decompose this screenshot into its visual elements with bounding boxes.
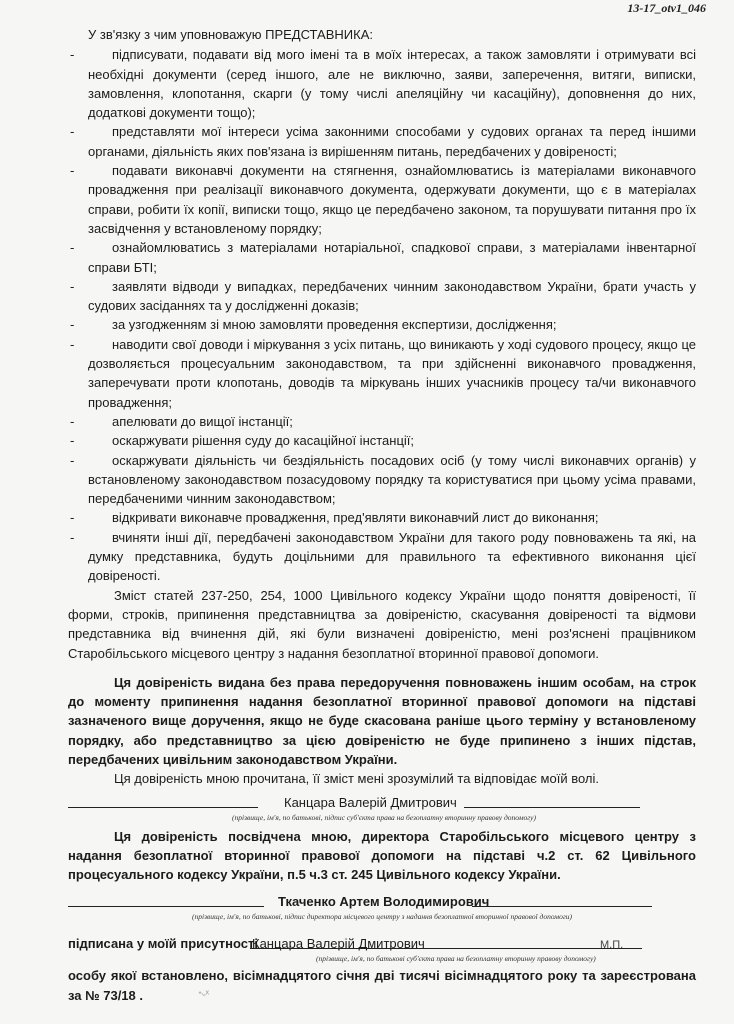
power-item: [68, 412, 696, 431]
power-text: відкривати виконавче провадження, пред'являти виконавчий лист до виконання;: [112, 510, 599, 526]
power-text: підписувати, подавати від мого імені та в моїх інтересах, а також замовляти і отримувати всі необхідні документи (серед іншого, але не виключно, заяви, заперечення, витяги, виписки, замовлення, клопотання, скарги (у тому числі апеляційну чи касаційну), доповнення до них, додаткові документи тощо);: [88, 47, 696, 121]
power-item: [68, 451, 696, 509]
power-item: [68, 528, 696, 586]
witness-caption: (прізвище, ім'я, по батькові суб'єкта права на безоплатну вторинну правову допомогу): [316, 954, 596, 964]
power-text: ознайомлюватись з матеріалами нотаріальної, спадкової справи, з матеріалами інвентарної справи БТІ;: [88, 240, 696, 275]
power-item: [68, 161, 696, 238]
power-text: подавати виконавчі документи на стягнення, ознайомлюватись із матеріалами виконавчого провадження при реалізації виконавчого документа, одержувати документи, що є в матеріалах справи, робити їх копії, виписки тощо, якщо це передбачено законом, та порушувати питання про їх засвідчення у встановленому порядку;: [88, 163, 696, 236]
power-item: [68, 122, 696, 161]
list-dash: -: [70, 278, 75, 294]
power-item: [68, 315, 696, 334]
power-text: представляти мої інтереси усіма законними способами у судових органах та перед іншими органами, діяльність яких пов'язана із вирішенням питань, передбачених у довіреності;: [88, 124, 696, 159]
director-name: Ткаченко Артем Володимирович: [278, 894, 490, 910]
powers-list: [68, 45, 696, 585]
list-dash: -: [70, 413, 75, 429]
power-item: [68, 45, 696, 122]
list-dash: -: [70, 452, 75, 468]
paragraph-articles: Зміст статей 237-250, 254, 1000 Цивільного кодексу України щодо поняття довіреності, її форми, строків, припинення представництва за довіреністю, скасування довіреності та відмови представника від вчинення дій, які були визначені довіреністю, мені роз'яснені працівником Старобільського місцевого центру з надання безоплатної вторинної правової допомоги.: [68, 587, 696, 661]
list-dash: -: [70, 510, 75, 526]
power-text: за узгодженням зі мною замовляти проведення експертизи, дослідження;: [112, 317, 557, 333]
power-item: [68, 431, 696, 450]
list-dash: -: [70, 529, 75, 545]
power-item: [68, 238, 696, 277]
power-text: оскаржувати діяльність чи бездіяльність посадових осіб (у тому числі виконавчих органів) у встановленому законодавством позасудовому порядку та користуватися при цьому усіма правами, передбаченими чинним законодавством;: [88, 452, 696, 507]
signature-line-principal: [68, 793, 696, 813]
paragraph-certified: Ця довіреність посвідчена мною, директора Старобільського місцевого центру з надання безоплатної вторинної правової допомоги на підставі ч.2 ст. 62 Цивільного процесуального кодексу України, п.5 ч.3 ст. 245 Цивільного кодексу України.: [68, 828, 696, 883]
power-text: апелювати до вищої інстанції;: [112, 413, 293, 429]
list-dash: -: [70, 47, 75, 63]
document-reference: 13-17_otv1_046: [627, 1, 706, 15]
power-text: вчиняти інші дії, передбачені законодавством України для такого роду повноважень та які, на думку представника, будуть доцільними для правильного та ефективного виконання цієї довіреності.: [88, 529, 696, 584]
paragraph-read: Ця довіреність мною прочитана, її зміст мені зрозумілий та відповідає моїй волі.: [114, 771, 599, 787]
handwritten-mark: ᐩᐧ-ᕁ: [198, 990, 209, 1001]
list-dash: -: [70, 163, 75, 179]
list-dash: -: [70, 317, 75, 333]
paragraph-issued: Ця довіреність видана без права передоручення повноважень іншим особам, на строк до моменту припинення надання безоплатної вторинної правової допомоги на підставі зазначеного вище доручення, якщо не буде скасована раніше цього терміну у встановленому порядку, або представництво за цією довіреністю не буде припинено з інших підстав, передбачених цивільним законодавством України.: [68, 674, 696, 767]
principal-caption: (прізвище, ім'я, по батькові, підпис суб'єкта права на безоплатну вторинну правову допомогу): [232, 812, 537, 822]
power-text: заявляти відводи у випадках, передбачених чинним законодавством України, брати участь у судових засіданнях та у дослідженні доказів;: [88, 278, 696, 314]
power-item: [68, 277, 696, 316]
power-item: [68, 508, 696, 527]
power-text: оскаржувати рішення суду до касаційної інстанції;: [112, 433, 415, 449]
paragraph-final: особу якої встановлено, вісімнадцятого січня дві тисячі вісімнадцятого року та зареєстрована за № 73/18 .: [68, 968, 696, 1003]
power-item: [68, 335, 696, 412]
document-body: [68, 25, 696, 1005]
intro-line: У зв'язку з чим уповноважую ПРЕДСТАВНИКА:: [88, 27, 373, 42]
signature-line-director: [68, 892, 696, 912]
witness-name: Канцара Валерій Дмитрович: [252, 936, 425, 952]
list-dash: -: [70, 433, 75, 449]
seal-mark: М.П.: [600, 939, 624, 951]
list-dash: -: [70, 240, 75, 256]
witness-label: підписана у моїй присутності: [68, 936, 258, 952]
power-text: наводити свої доводи і міркування з усіх питань, що виникають у ході судового процесу, якщо це дозволяється процесуальним законодавством, та при здійсненні виконавчого провадження, заперечувати проти клопотань, доводів та міркувань інших учасників процесу та/чи виконавчого провадження;: [88, 336, 696, 410]
principal-name: Канцара Валерій Дмитрович: [284, 794, 457, 810]
list-dash: -: [70, 336, 75, 352]
list-dash: -: [70, 124, 75, 140]
director-caption: (прізвище, ім'я, по батькові, підпис директора місцевого центру з надання безоплатної вторинної правової допомоги): [192, 912, 572, 922]
